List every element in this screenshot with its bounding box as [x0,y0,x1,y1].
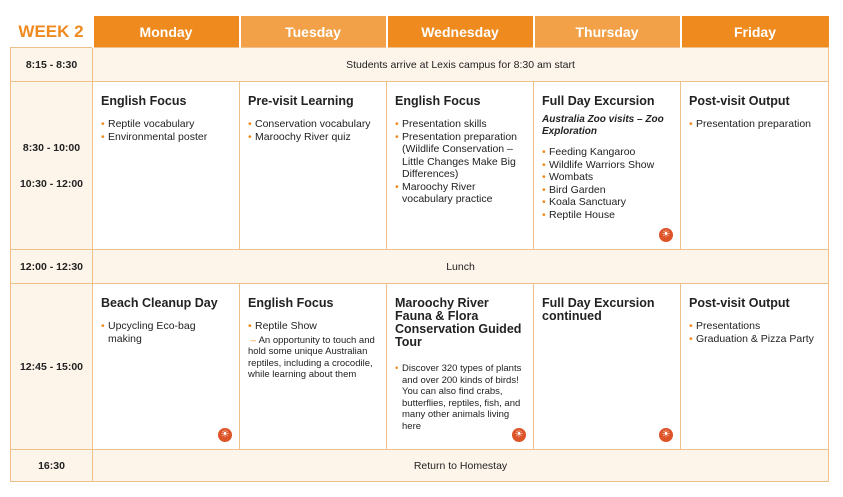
morning-row [11,82,829,250]
list-item: • Reptile Show [248,320,378,333]
list-item: • Bird Garden [542,184,672,197]
activity-list [395,118,525,206]
list-item: • Maroochy River vocabulary practice [395,181,525,206]
sun-icon: ☀ [512,428,526,442]
sun-icon: ☀ [659,228,673,242]
cell-tuesday-afternoon [240,284,387,450]
weekly-timetable [10,16,829,482]
time-arrival: 8:15 - 8:30 [11,48,93,82]
cell-friday-afternoon [681,284,829,450]
lunch-row [11,250,829,284]
list-item: • Presentation preparation [689,118,820,131]
cell-title: English Focus [101,94,187,108]
cell-monday-afternoon [93,284,240,450]
cell-friday-morning [681,82,829,250]
week-label: WEEK 2 [11,16,93,48]
activity-note [248,335,378,381]
cell-tuesday-morning [240,82,387,250]
afternoon-row [11,284,829,450]
cell-title: Maroochy River Fauna & Flora Conservation Guided Tour [395,296,522,349]
list-item: • Graduation & Pizza Party [689,333,820,346]
list-item: • Feeding Kangaroo [542,146,672,159]
cell-monday-morning [93,82,240,250]
return-row [11,450,829,482]
activity-list [395,363,525,432]
sun-icon: ☀ [659,428,673,442]
cell-thursday-morning [534,82,681,250]
list-item: • Wombats [542,171,672,184]
time-morning [11,82,93,250]
time-afternoon: 12:45 - 15:00 [11,284,93,450]
activity-list [689,118,820,131]
list-item: • Maroochy River quiz [248,131,378,144]
cell-title: Full Day Excursion continued [542,296,655,323]
dash-mark: – [248,334,259,346]
list-item: • Presentations [689,320,820,333]
list-item: • Reptile vocabulary [101,118,231,131]
cell-title: Beach Cleanup Day [101,296,218,310]
list-item: • Koala Sanctuary [542,196,672,209]
list-item: • Conservation vocabulary [248,118,378,131]
cell-title: Post-visit Output [689,296,790,310]
day-header-tuesday: Tuesday [240,16,387,48]
list-item: • Presentation preparation (Wildlife Conservation – Little Changes Make Big Differences) [395,131,525,181]
cell-subtitle: Australia Zoo visits – Zoo Exploration [542,114,664,137]
time-lunch: 12:00 - 12:30 [11,250,93,284]
cell-thursday-afternoon [534,284,681,450]
day-header-wednesday: Wednesday [387,16,534,48]
arrival-row [11,48,829,82]
activity-list [101,118,231,143]
cell-wednesday-morning [387,82,534,250]
header-row [11,16,829,48]
return-text: Return to Homestay [93,450,829,482]
cell-title: Pre-visit Learning [248,94,354,108]
list-item: • Environmental poster [101,131,231,144]
day-header-monday: Monday [93,16,240,48]
cell-wednesday-afternoon [387,284,534,450]
time-return: 16:30 [11,450,93,482]
cell-title: English Focus [248,296,334,310]
activity-list [248,320,378,333]
arrival-text: Students arrive at Lexis campus for 8:30 am start [93,48,829,82]
activity-list [101,320,231,345]
activity-list [248,118,378,143]
cell-title: Post-visit Output [689,94,790,108]
day-header-thursday: Thursday [534,16,681,48]
list-item: • Upcycling Eco-bag making [101,320,231,345]
time-morning-1: 8:30 - 10:00 [22,141,81,154]
list-item: • Presentation skills [395,118,525,131]
activity-list [689,320,820,345]
lunch-text: Lunch [93,250,829,284]
list-item: • Reptile House [542,209,672,222]
cell-title: English Focus [395,94,481,108]
day-header-friday: Friday [681,16,829,48]
list-item: • Wildlife Warriors Show [542,159,672,172]
list-item: • Discover 320 types of plants and over 200 kinds of birds! You can also find crabs, butterflies, reptiles, fish, and many other animals living here [395,363,525,432]
cell-title: Full Day Excursion [542,94,655,108]
note-text: An opportunity to touch and hold some unique Australian reptiles, including a crocodile, while learning about them [248,334,375,380]
sun-icon: ☀ [218,428,232,442]
activity-list [542,146,672,221]
time-morning-2: 10:30 - 12:00 [19,177,84,190]
